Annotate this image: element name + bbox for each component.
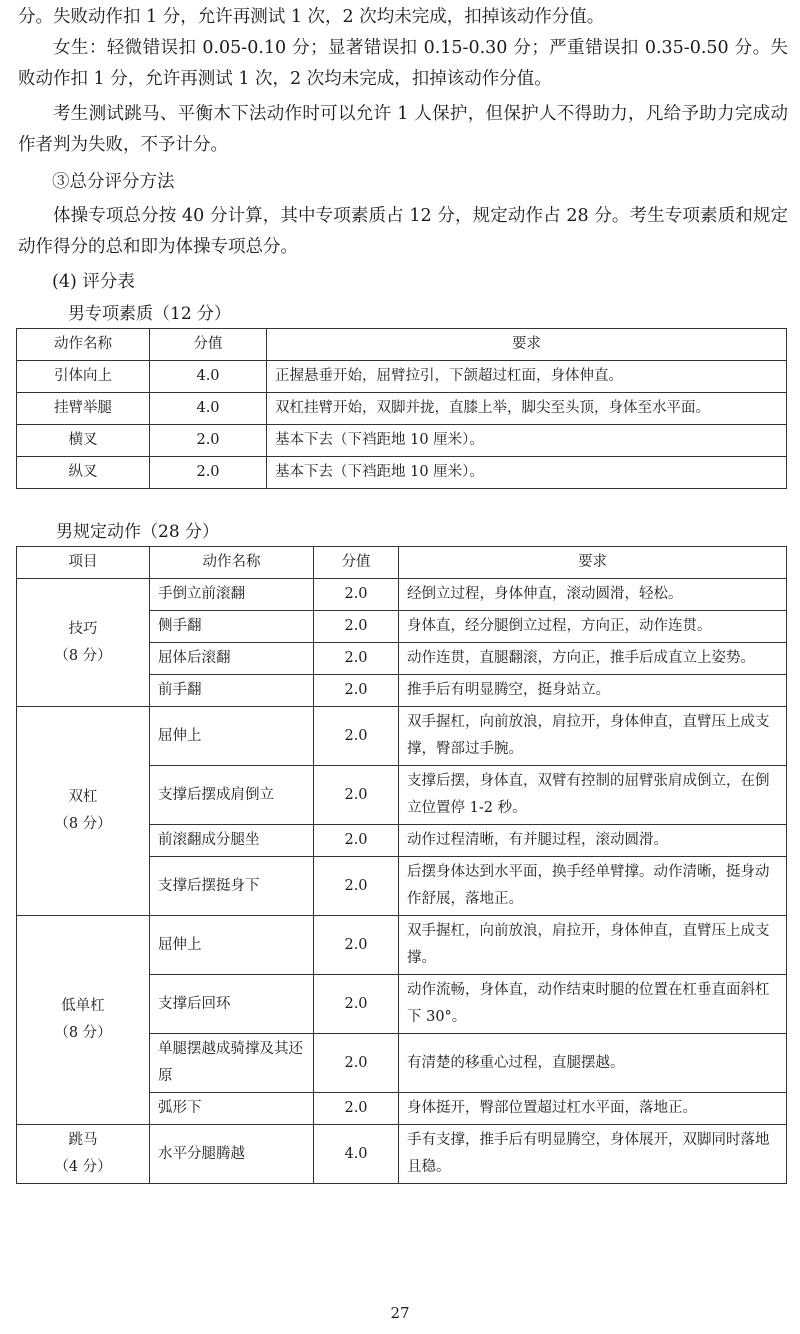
score-cell: 2.0: [150, 457, 267, 489]
paragraph-1: 分。失败动作扣 1 分，允许再测试 1 次，2 次均未完成，扣掉该动作分值。: [18, 7, 605, 27]
table2-header: 要求: [399, 547, 787, 579]
event-group-cell: [17, 579, 150, 707]
score-cell: 2.0: [314, 707, 399, 766]
score-cell: 2.0: [314, 611, 399, 643]
move-name-cell: 支撑后回环: [150, 975, 314, 1034]
requirement-cell: 动作连贯，直腿翻滚，方向正，推手后成直立上姿势。: [399, 643, 787, 675]
event-name: 跳马: [68, 1132, 98, 1148]
score-cell: 4.0: [150, 393, 267, 425]
requirement-cell: 后摆身体达到水平面，换手经单臂撑。动作清晰，挺身动作舒展，落地正。: [399, 857, 787, 916]
move-name-cell: 前滚翻成分腿坐: [150, 825, 314, 857]
move-name-cell: 弧形下: [150, 1093, 314, 1125]
table-row: [17, 707, 787, 766]
requirement-cell: 双手握杠，向前放浪，肩拉开，身体伸直，直臂压上成支撑。: [399, 916, 787, 975]
event-points: （8 分）: [54, 816, 112, 832]
requirement-cell: 身体直，经分腿倒立过程，方向正，动作连贯。: [399, 611, 787, 643]
score-cell: 2.0: [314, 766, 399, 825]
table-special-qualities: [16, 328, 787, 489]
requirement-cell: 动作过程清晰，有并腿过程，滚动圆滑。: [399, 825, 787, 857]
table2-header: 动作名称: [150, 547, 314, 579]
requirement-cell: 基本下去（下裆距地 10 厘米）。: [267, 457, 787, 489]
move-name-cell: 支撑后摆成肩倒立: [150, 766, 314, 825]
table2-header: 项目: [17, 547, 150, 579]
move-name-cell: 挂臂举腿: [17, 393, 150, 425]
event-name: 双杠: [68, 789, 98, 805]
move-name-cell: 屈伸上: [150, 707, 314, 766]
table2-header-row: [17, 547, 787, 579]
move-name-cell: 侧手翻: [150, 611, 314, 643]
table-row: [17, 579, 787, 611]
move-name-cell: 屈体后滚翻: [150, 643, 314, 675]
move-name-cell: 前手翻: [150, 675, 314, 707]
requirement-cell: 双杠挂臂开始，双脚并拢，直膝上举，脚尖至头顶，身体至水平面。: [267, 393, 787, 425]
score-cell: 2.0: [314, 975, 399, 1034]
event-points: （8 分）: [54, 647, 112, 664]
requirement-cell: 身体挺开，臀部位置超过杠水平面，落地正。: [399, 1093, 787, 1125]
requirement-cell: 有清楚的移重心过程，直腿摆越。: [399, 1034, 787, 1093]
requirement-cell: 正握悬垂开始，屈臂拉引，下颌超过杠面，身体伸直。: [267, 361, 787, 393]
table1-header-row: [17, 329, 787, 361]
score-cell: 2.0: [314, 857, 399, 916]
move-name-cell: 引体向上: [17, 361, 150, 393]
score-cell: 2.0: [150, 425, 267, 457]
move-name-cell: 单腿摆越成骑撑及其还原: [150, 1034, 314, 1093]
score-cell: 2.0: [314, 1093, 399, 1125]
table1-caption: 男专项素质（12 分）: [68, 304, 232, 324]
move-name-cell: 水平分腿腾越: [150, 1125, 314, 1184]
heading-score-tables: (4) 评分表: [52, 272, 135, 292]
table2-caption: 男规定动作（28 分）: [56, 522, 220, 542]
table-required-moves: [16, 546, 787, 1184]
requirement-cell: 基本下去（下裆距地 10 厘米）。: [267, 425, 787, 457]
table-row: [17, 1125, 787, 1184]
heading-total-scoring: ③总分评分方法: [52, 172, 175, 192]
requirement-cell: 动作流畅，身体直，动作结束时腿的位置在杠垂直面斜杠下 30°。: [399, 975, 787, 1034]
requirement-cell: 经倒立过程，身体伸直，滚动圆滑，轻松。: [399, 579, 787, 611]
event-group-cell: [17, 916, 150, 1125]
event-name: 低单杠: [61, 998, 105, 1014]
move-name-cell: 屈伸上: [150, 916, 314, 975]
score-cell: 2.0: [314, 916, 399, 975]
event-name: 技巧: [68, 620, 98, 637]
paragraph-2: 女生：轻微错误扣 0.05-0.10 分；显著错误扣 0.15-0.30 分；严重错误扣 0.35-0.50 分。失败动作扣 1 分，允许再测试 1 次，2 次均未完成，扣掉该动作分值。: [18, 38, 788, 89]
table-row: [17, 457, 787, 489]
paragraph-4: 体操专项总分按 40 分计算，其中专项素质占 12 分，规定动作占 28 分。考生专项素质和规定动作得分的总和即为体操专项总分。: [18, 206, 788, 257]
requirement-cell: 手有支撑，推手后有明显腾空，身体展开，双脚同时落地且稳。: [399, 1125, 787, 1184]
score-cell: 2.0: [314, 643, 399, 675]
requirement-cell: 支撑后摆，身体直，双臂有控制的屈臂张肩成倒立，在倒立位置停 1-2 秒。: [399, 766, 787, 825]
event-points: （4 分）: [54, 1159, 112, 1175]
score-cell: 2.0: [314, 675, 399, 707]
table-row: [17, 361, 787, 393]
table-row: [17, 916, 787, 975]
table1-header: 动作名称: [17, 329, 150, 361]
score-cell: 4.0: [314, 1125, 399, 1184]
requirement-cell: 双手握杠，向前放浪，肩拉开，身体伸直，直臂压上成支撑，臀部过手腕。: [399, 707, 787, 766]
move-name-cell: 纵叉: [17, 457, 150, 489]
requirement-cell: 推手后有明显腾空，挺身站立。: [399, 675, 787, 707]
table1-header: 要求: [267, 329, 787, 361]
page-number: 27: [390, 1304, 410, 1322]
score-cell: 2.0: [314, 579, 399, 611]
event-group-cell: [17, 1125, 150, 1184]
score-cell: 2.0: [314, 825, 399, 857]
move-name-cell: 横叉: [17, 425, 150, 457]
move-name-cell: 支撑后摆挺身下: [150, 857, 314, 916]
table1-header: 分值: [150, 329, 267, 361]
table-row: [17, 425, 787, 457]
table2-header: 分值: [314, 547, 399, 579]
table-row: [17, 393, 787, 425]
event-points: （8 分）: [54, 1025, 112, 1041]
event-group-cell: [17, 707, 150, 916]
paragraph-3: 考生测试跳马、平衡木下法动作时可以允许 1 人保护，但保护人不得助力，凡给予助力完成动作者判为失败，不予计分。: [18, 104, 788, 155]
score-cell: 4.0: [150, 361, 267, 393]
move-name-cell: 手倒立前滚翻: [150, 579, 314, 611]
score-cell: 2.0: [314, 1034, 399, 1093]
